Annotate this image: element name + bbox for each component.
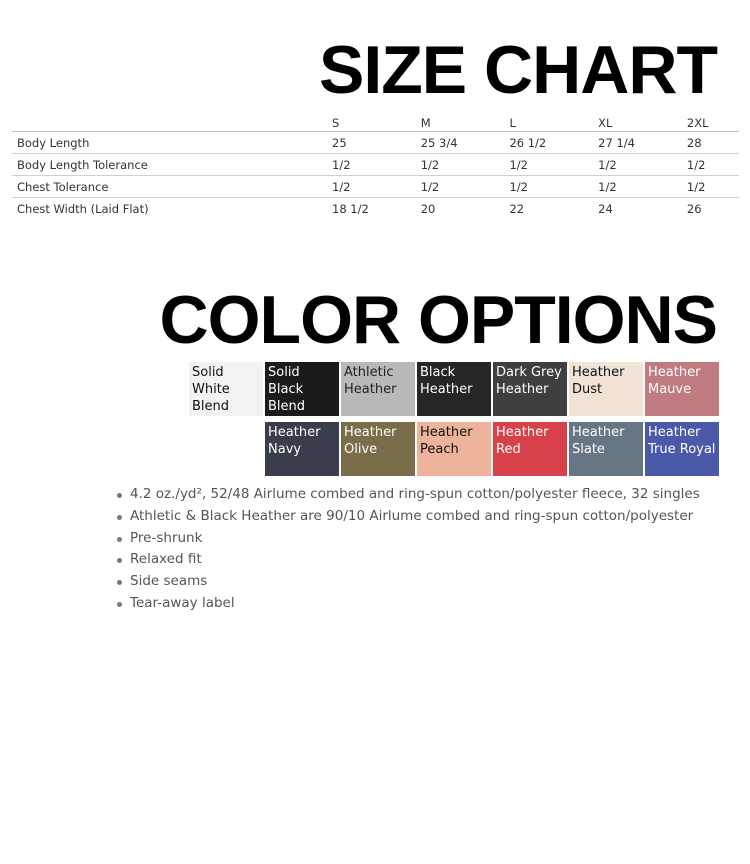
table-cell: 1/2 [687, 154, 739, 176]
table-cell: 1/2 [598, 154, 687, 176]
table-cell: 28 [687, 132, 739, 154]
header-cell-s: S [332, 114, 421, 132]
table-cell: 1/2 [687, 176, 739, 198]
color-swatch-solid-white-blend [189, 362, 263, 416]
swatch-label: Heather True Royal [648, 425, 716, 457]
table-row [12, 176, 739, 198]
swatch-label: Heather Peach [420, 425, 473, 457]
color-swatch-heather-mauve [645, 362, 719, 416]
table-cell: 1/2 [509, 154, 598, 176]
list-item: Athletic & Black Heather are 90/10 Airlume combed and ring-spun cotton/polyester [112, 506, 742, 528]
table-cell: 18 1/2 [332, 201, 369, 216]
size-chart-table [12, 114, 739, 219]
table-cell: 1/2 [598, 176, 687, 198]
table-cell: 26 [686, 201, 702, 216]
color-swatch-heather-red [493, 422, 567, 476]
table-cell: 1/2 [332, 154, 421, 176]
swatch-label: Dark Grey Heather [496, 365, 562, 397]
header-cell [12, 114, 332, 132]
color-swatch-solid-black-blend [265, 362, 339, 416]
table-cell: 20 [420, 201, 436, 216]
table-cell: 1/2 [421, 176, 510, 198]
table-cell: 25 [332, 132, 421, 154]
color-swatch-heather-slate [569, 422, 643, 476]
table-row [12, 154, 739, 176]
color-swatch-heather-peach [417, 422, 491, 476]
swatch-label: Heather Slate [572, 425, 625, 457]
swatch-label: Heather Red [496, 425, 549, 457]
swatch-label: Solid Black Blend [268, 365, 306, 414]
table-cell: 1/2 [332, 176, 421, 198]
swatch-label: Athletic Heather [344, 365, 397, 397]
color-swatch-heather-olive [341, 422, 415, 476]
table-row [12, 198, 739, 220]
table-cell: 1/2 [509, 176, 598, 198]
row-label: Body Length [12, 132, 332, 154]
size-header-row [12, 114, 739, 132]
row-label: Body Length Tolerance [12, 154, 332, 176]
swatch-label: Heather Olive [344, 425, 397, 457]
list-item: Tear-away label [112, 593, 742, 615]
table-cell: 26 1/2 [509, 132, 598, 154]
color-swatch-athletic-heather [341, 362, 415, 416]
swatch-label: Solid White Blend [192, 365, 230, 414]
table-cell: 25 3/4 [421, 132, 510, 154]
row-label: Chest Tolerance [12, 176, 332, 198]
color-swatch-black-heather [417, 362, 491, 416]
table-row [12, 132, 739, 154]
list-item: Relaxed fit [112, 549, 742, 571]
row-label: Chest Width (Laid Flat) [17, 201, 149, 216]
table-cell: 22 [509, 201, 525, 216]
table-cell: 24 [598, 201, 613, 216]
swatch-label: Heather Navy [268, 425, 321, 457]
table-cell: 27 1/4 [598, 132, 687, 154]
size-chart-title: SIZE CHART [319, 32, 717, 108]
header-cell-l: L [509, 114, 598, 132]
list-item: Side seams [112, 571, 742, 593]
table-cell: 1/2 [421, 154, 510, 176]
swatch-label: Heather Mauve [648, 365, 701, 397]
header-cell-xl: XL [598, 114, 687, 132]
color-swatch-heather-true-royal [645, 422, 719, 476]
color-swatch-heather-dust [569, 362, 643, 416]
list-item: Pre-shrunk [112, 528, 742, 550]
list-item: 4.2 oz./yd², 52/48 Airlume combed and ring-spun cotton/polyester fleece, 32 singles [112, 484, 742, 506]
color-swatch-heather-navy [265, 422, 339, 476]
swatch-label: Heather Dust [572, 365, 625, 397]
header-cell-2xl: 2XL [687, 114, 739, 132]
header-cell-m: M [421, 114, 510, 132]
color-swatch-dark-grey-heather [493, 362, 567, 416]
swatch-label: Black Heather [420, 365, 473, 397]
feature-list [112, 484, 742, 615]
color-options-title: COLOR OPTIONS [159, 282, 717, 358]
